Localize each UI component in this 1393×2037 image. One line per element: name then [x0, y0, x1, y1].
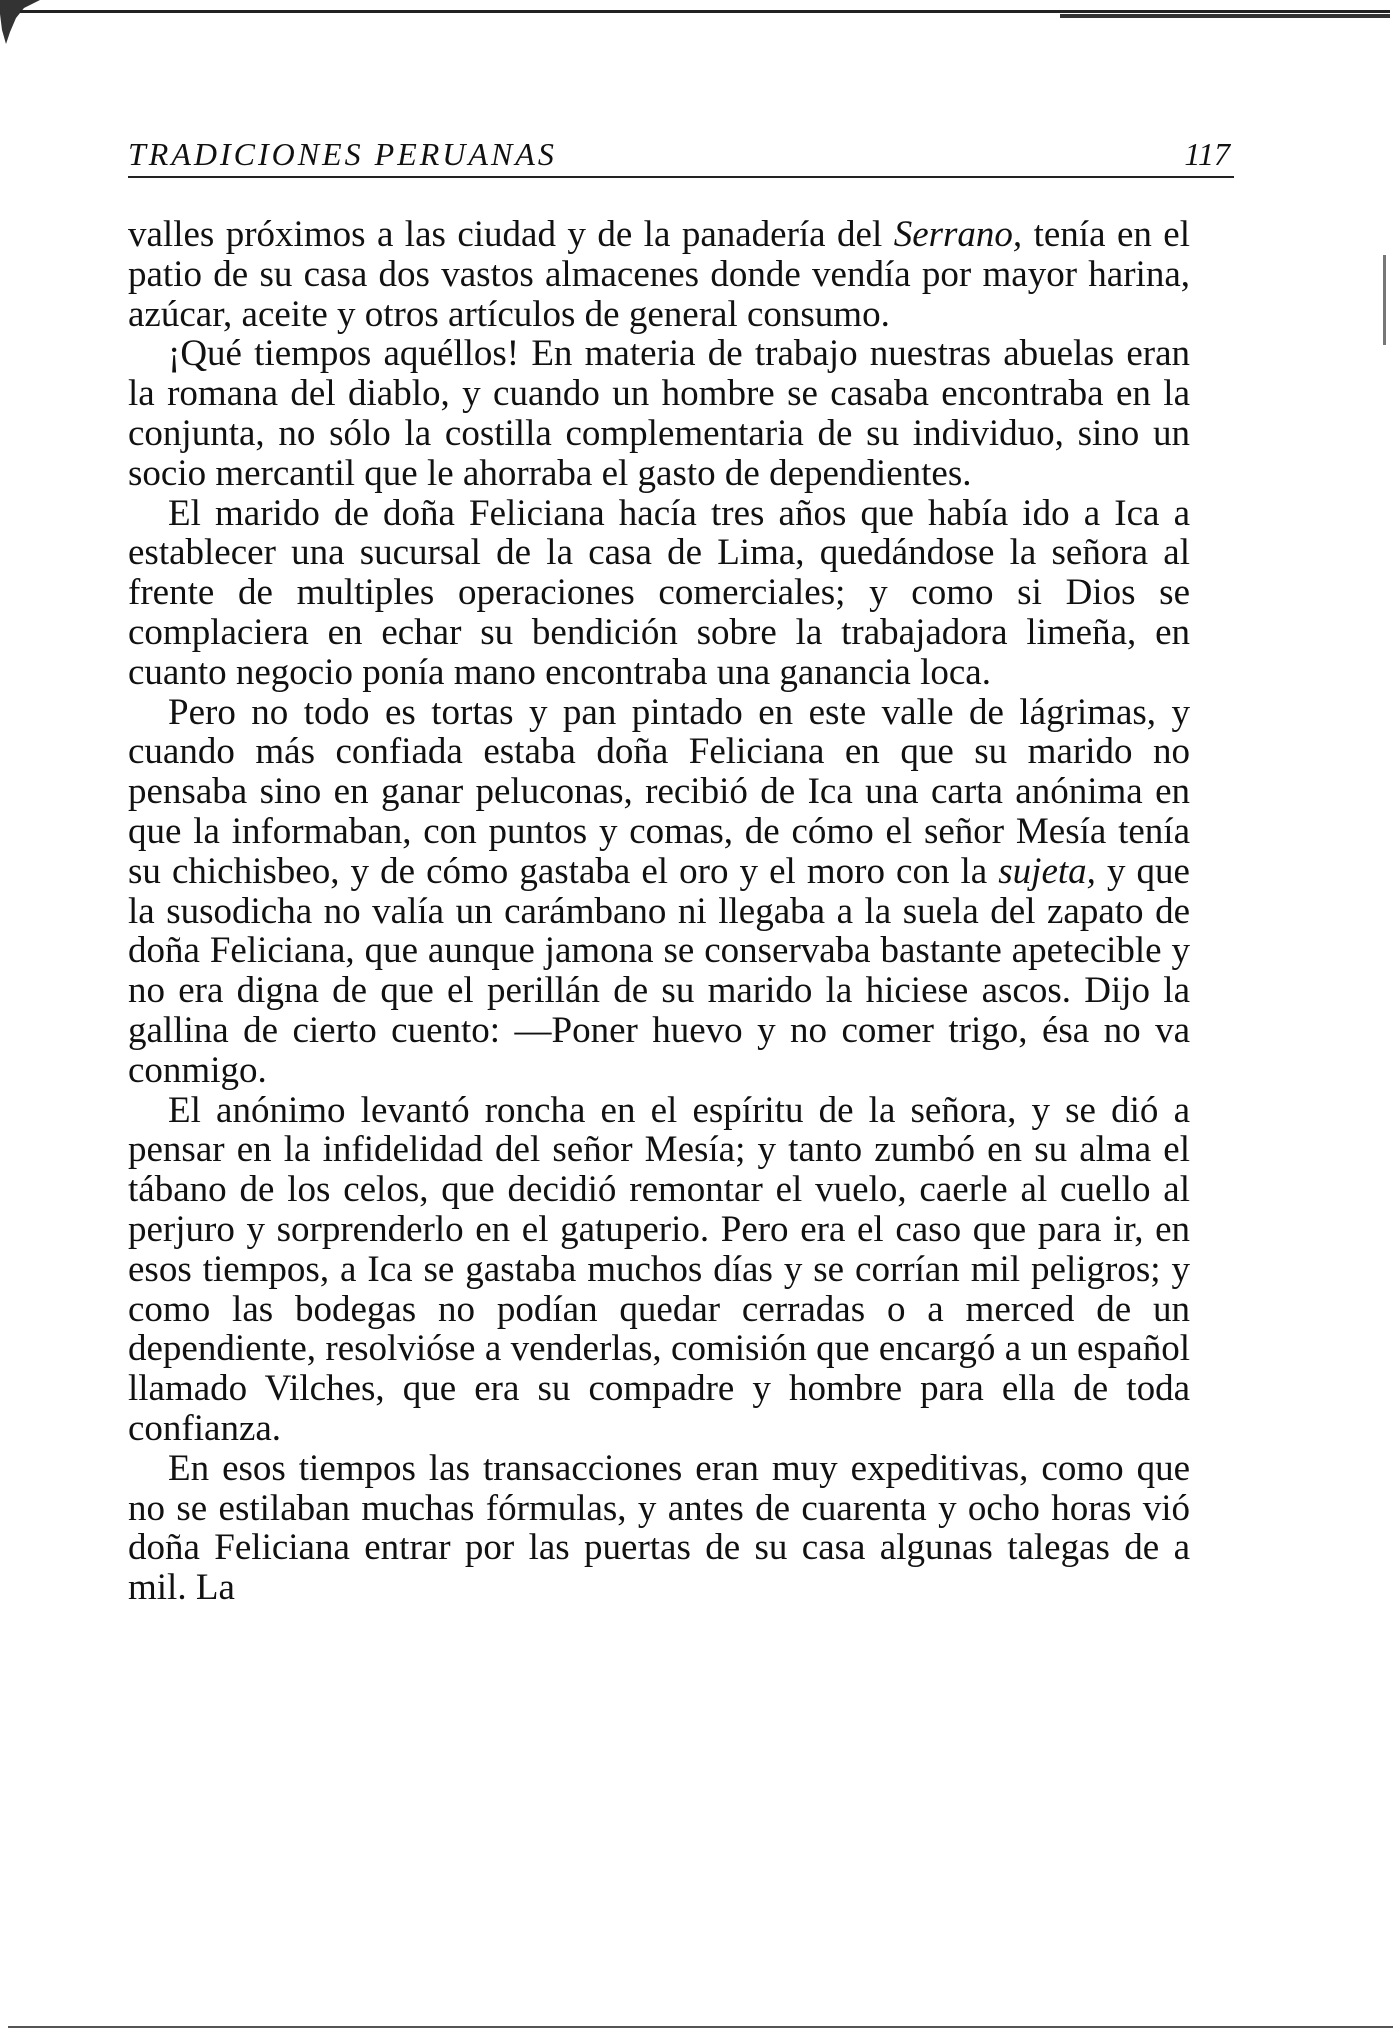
page-number: 117	[1184, 136, 1230, 172]
paragraph-2: ¡Qué tiempos aquéllos! En materia de trabajo nuestras abuelas eran la romana del diablo, y cuando un hombre se casaba encontraba en la conjunta, no sólo la costilla complementaria de su individuo, sino un socio mercantil que le ahorraba el gasto de dependientes.	[128, 333, 1190, 494]
paragraph-4-text-b: y que la susodicha no valía un carámbano ni llegaba a la suela del zapato de doña Feliciana, que aunque jamona se conservaba bastante apetecible y no era digna de que el perillán de su marido la hiciese ascos. Dijo la gallina de cierto cuento: —Poner huevo y no comer trigo, ésa no va conmigo.	[128, 850, 1190, 1091]
top-scan-edge-right	[1060, 14, 1390, 18]
paragraph-1-text-b: tenía en el patio de su casa dos vastos almacenes donde vendía por mayor harina, azúcar, aceite y otros artículos de general consumo.	[128, 214, 1190, 335]
paragraph-1-text-a: valles próximos a las ciudad y de la panadería del	[128, 214, 894, 255]
header-rule	[128, 176, 1234, 178]
bottom-scan-edge	[8, 2026, 1393, 2028]
paragraph-3: El marido de doña Feliciana hacía tres años que había ido a Ica a establecer una sucursal de la casa de Lima, quedándose la señora al frente de multiples operaciones comerciales; y como si Dios se complaciera en echar su bendición sobre la trabajadora limeña, en cuanto negocio ponía mano encontraba una ganancia loca.	[128, 492, 1190, 693]
body-text	[128, 215, 1190, 1608]
running-title: TRADICIONES PERUANAS	[128, 136, 557, 172]
margin-mark	[1383, 255, 1386, 345]
paragraph-1	[128, 215, 1190, 334]
scan-corner-mark	[0, 0, 50, 50]
paragraph-4	[128, 693, 1190, 1091]
paragraph-6: En esos tiempos las transacciones eran muy expeditivas, como que no se estilaban muchas fórmulas, y antes de cuarenta y ocho horas vió doña Feliciana entrar por las puertas de su casa algunas talegas de a mil. La	[128, 1447, 1190, 1609]
top-scan-edge	[20, 10, 1390, 13]
paragraph-4-italic: sujeta,	[998, 850, 1096, 892]
paragraph-4-text-a: Pero no todo es tortas y pan pintado en este valle de lágrimas, y cuando más confiada estaba doña Feliciana en que su marido no pensaba sino en ganar peluconas, recibió de Ica una carta anónima en que la informaban, con puntos y comas, de cómo el señor Mesía tenía su chichisbeo, y de cómo gastaba el oro y el moro con la	[128, 691, 1190, 892]
paragraph-1-italic: Serrano,	[893, 214, 1023, 255]
page-header	[128, 128, 1234, 178]
paragraph-5: El anónimo levantó roncha en el espíritu de la señora, y se dió a pensar en la infidelidad del señor Mesía; y tanto zumbó en su alma el tábano de los celos, que decidió remontar el vuelo, caerle al cuello al perjuro y sorprenderlo en el gatuperio. Pero era el caso que para ir, en esos tiempos, a Ica se gastaba muchos días y se corrían mil peligros; y como las bodegas no podían quedar cerradas o a merced de un dependiente, resolvióse a venderlas, comisión que encargó a un español llamado Vilches, que era su compadre y hombre para ella de toda confianza.	[128, 1089, 1190, 1449]
